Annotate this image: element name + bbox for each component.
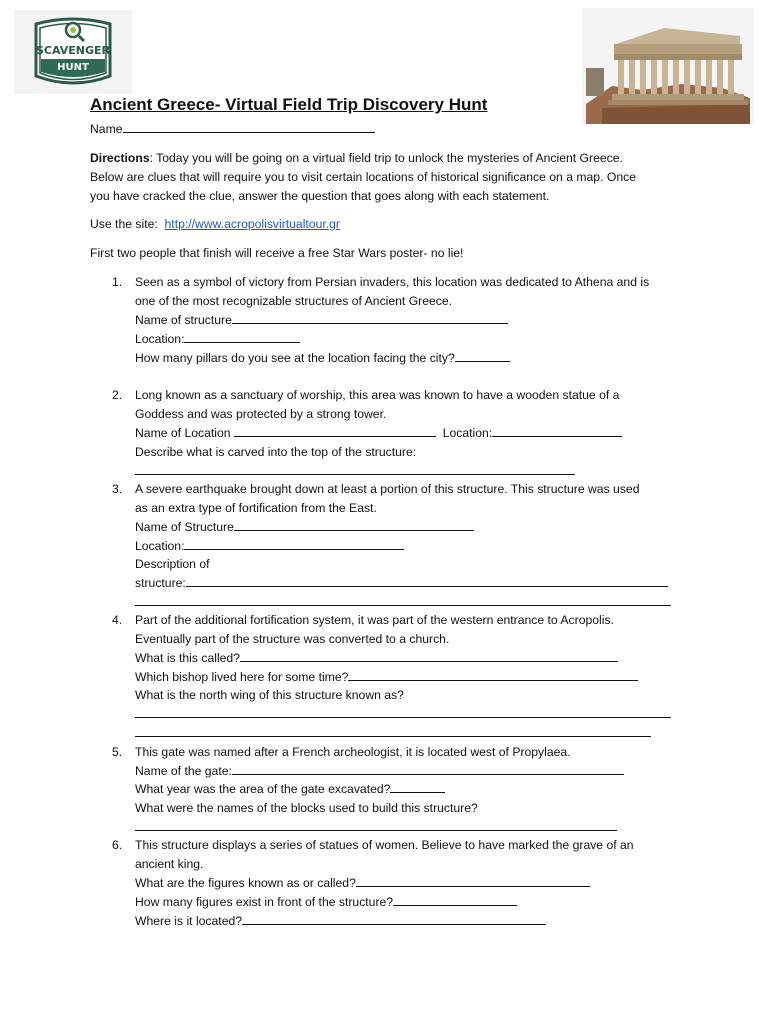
question-5-gate-field[interactable] [135,762,624,781]
question-1-pillars-blank[interactable] [455,349,510,362]
question-3-description-label-2: structure: [135,576,186,590]
question-2-name-blank[interactable] [234,424,436,437]
directions-label: Directions [90,151,150,165]
question-1-number: 1. [112,275,123,289]
question-5-year-field[interactable] [135,780,445,799]
page-title: Ancient Greece- Virtual Field Trip Discovery Hunt [90,95,488,114]
question-6-text-2: ancient king. [135,857,204,871]
question-4-north-wing-blank-2[interactable] [135,724,651,737]
question-4-bishop-label: Which bishop lived here for some time? [135,670,349,684]
directions-line-2: Below are clues that will require you to visit certain locations of historical significance on a map. Once [90,170,636,184]
question-3-description-blank-2[interactable] [135,593,671,606]
question-2-name-label: Name of Location [135,426,234,440]
question-1-pillars-label: How many pillars do you see at the location facing the city? [135,351,455,365]
question-1-text-1: Seen as a symbol of victory from Persian invaders, this location was dedicated to Athena and is [135,275,650,289]
question-5-blocks-label: What were the names of the blocks used to build this structure? [135,801,478,815]
question-3-structure-blank[interactable] [234,518,474,531]
question-1-location-field[interactable] [135,330,300,349]
question-2-text-2: Goddess and was protected by a strong tower. [135,407,387,421]
question-3-description-field-2[interactable] [135,593,671,612]
prize-note: First two people that finish will receive a free Star Wars poster- no lie! [90,246,464,260]
question-5-gate-label: Name of the gate: [135,764,232,778]
question-4-bishop-blank[interactable] [348,668,638,681]
parthenon-photo [582,8,754,124]
question-3-location-label: Location: [135,539,185,553]
question-2-carving-field[interactable] [135,462,575,481]
logo-text-hunt: HUNT [57,62,89,73]
question-6-location-blank[interactable] [242,912,546,925]
question-6-count-blank[interactable] [393,893,517,906]
question-2-carving-label: Describe what is carved into the top of the structure: [135,445,417,459]
question-3-structure-label: Name of Structure [135,520,234,534]
question-4-called-blank[interactable] [240,649,618,662]
question-1-structure-blank[interactable] [232,311,508,324]
question-6-location-field[interactable] [135,912,546,931]
question-4-bishop-field[interactable] [135,668,638,687]
question-4-text-1: Part of the additional fortification system, it was part of the western entrance to Acropolis. [135,613,614,627]
directions-line-1 [90,149,623,168]
name-field[interactable] [90,120,375,139]
site-label: Use the site: [90,217,158,231]
name-blank[interactable] [123,120,375,133]
question-4-text-2: Eventually part of the structure was converted to a church. [135,632,450,646]
question-5-year-label: What year was the area of the gate excavated? [135,782,391,796]
question-4-called-label: What is this called? [135,651,240,665]
question-6-count-label: How many figures exist in front of the structure? [135,895,394,909]
question-6-location-label: Where is it located? [135,914,243,928]
question-2-number: 2. [112,388,123,402]
site-line [90,215,340,234]
question-3-number: 3. [112,482,123,496]
question-3-description-label: Description of [135,557,210,571]
question-5-year-blank[interactable] [390,780,445,793]
question-2-location-blank[interactable] [492,424,622,437]
question-5-gate-blank[interactable] [232,762,624,775]
question-4-called-field[interactable] [135,649,618,668]
question-3-description-field[interactable] [135,574,668,593]
question-5-number: 5. [112,745,123,759]
question-4-number: 4. [112,613,123,627]
question-6-text-1: This structure displays a series of statues of women. Believe to have marked the grave of an [135,838,634,852]
question-4-north-wing-field-2[interactable] [135,724,651,743]
scavenger-hunt-logo [14,10,132,94]
question-3-structure-field[interactable] [135,518,474,537]
site-link[interactable]: http://www.acropolisvirtualtour.gr [164,217,340,231]
parthenon-image [582,8,754,124]
question-6-number: 6. [112,838,123,852]
question-4-north-wing-blank[interactable] [135,705,671,718]
logo-text-scavenger: SCAVENGER [35,44,111,57]
question-1-text-2: one of the most recognizable structures of Ancient Greece. [135,294,453,308]
question-1-pillars-field[interactable] [135,349,510,368]
question-2-carving-blank[interactable] [135,462,575,475]
question-3-text-2: as an extra type of fortification from the East. [135,501,377,515]
question-2-location-fields[interactable] [135,424,622,443]
question-5-blocks-blank[interactable] [135,818,617,831]
question-2-text-1: Long known as a sanctuary of worship, this area was known to have a wooden statue of a [135,388,620,402]
question-3-text-1: A severe earthquake brought down at least a portion of this structure. This structure was used [135,482,640,496]
question-3-location-field[interactable] [135,537,404,556]
question-1-structure-label: Name of structure [135,313,232,327]
directions-line-3: you have cracked the clue, answer the question that goes along with each statement. [90,189,550,203]
question-6-count-field[interactable] [135,893,517,912]
question-4-north-wing-label: What is the north wing of this structure known as? [135,688,404,702]
name-label: Name [90,122,123,136]
scavenger-hunt-badge-icon [14,10,132,94]
question-3-location-blank[interactable] [184,537,404,550]
directions-text-1: : Today you will be going on a virtual field trip to unlock the mysteries of Ancient Greece. [149,151,623,165]
question-1-location-label: Location: [135,332,185,346]
question-4-north-wing-field[interactable] [135,705,671,724]
question-1-structure-field[interactable] [135,311,508,330]
question-6-figures-blank[interactable] [356,874,590,887]
question-5-blocks-field[interactable] [135,818,617,837]
question-6-figures-field[interactable] [135,874,590,893]
question-2-location-label: Location: [442,426,493,440]
question-3-description-blank[interactable] [186,574,668,587]
question-6-figures-label: What are the figures known as or called? [135,876,356,890]
question-1-location-blank[interactable] [184,330,300,343]
question-5-text-1: This gate was named after a French archeologist, it is located west of Propylaea. [135,745,571,759]
